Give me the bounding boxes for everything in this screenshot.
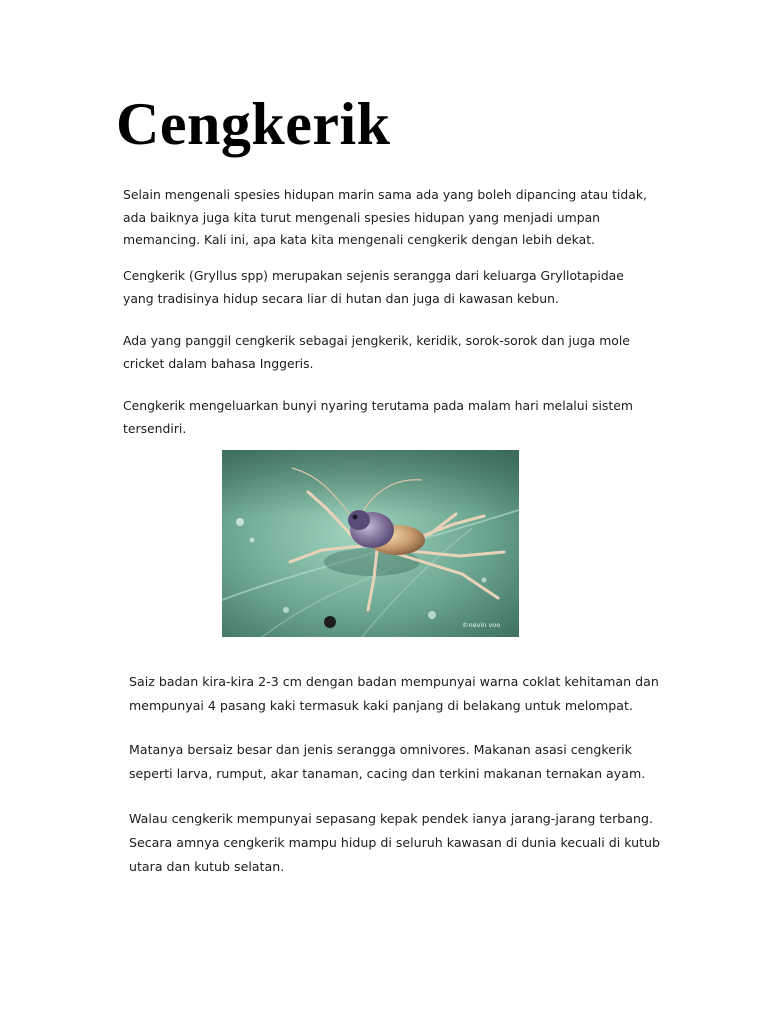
paragraph-classification: Cengkerik (Gryllus spp) merupakan sejenis serangga dari keluarga Gryllotapidae yang tradisinya hidup secara liar di hutan dan juga di kawasan kebun.: [123, 268, 624, 306]
paragraph-names: Ada yang panggil cengkerik sebagai jengkerik, keridik, sorok-sorok dan juga mole cricket dalam bahasa Inggeris.: [123, 333, 630, 371]
paragraph-intro: Selain mengenali spesies hidupan marin sama ada yang boleh dipancing atau tidak, ada baiknya juga kita turut mengenali spesies hidupan yang menjadi umpan memancing. Kali ini, apa kata kita mengenali cengkerik dengan lebih dekat.: [123, 187, 647, 247]
photo-watermark: ©nevin voo: [462, 621, 501, 629]
paragraph-sound: Cengkerik mengeluarkan bunyi nyaring terutama pada malam hari melalui sistem tersendiri.: [123, 398, 633, 436]
page-title: Cengkerik: [116, 91, 391, 157]
cricket-photo: [222, 450, 519, 637]
paragraph-habitat: Walau cengkerik mempunyai sepasang kepak pendek ianya jarang-jarang terbang. Secara amnya cengkerik mampu hidup di seluruh kawasan di dunia kecuali di kutub utara dan kutub selatan.: [129, 811, 661, 874]
paragraph-diet: Matanya bersaiz besar dan jenis serangga omnivores. Makanan asasi cengkerik seperti larva, rumput, akar tanaman, cacing dan terkini makanan ternakan ayam.: [129, 742, 646, 781]
paragraph-size: Saiz badan kira-kira 2-3 cm dengan badan mempunyai warna coklat kehitaman dan mempunyai 4 pasang kaki termasuk kaki panjang di belakang untuk melompat.: [129, 674, 659, 713]
